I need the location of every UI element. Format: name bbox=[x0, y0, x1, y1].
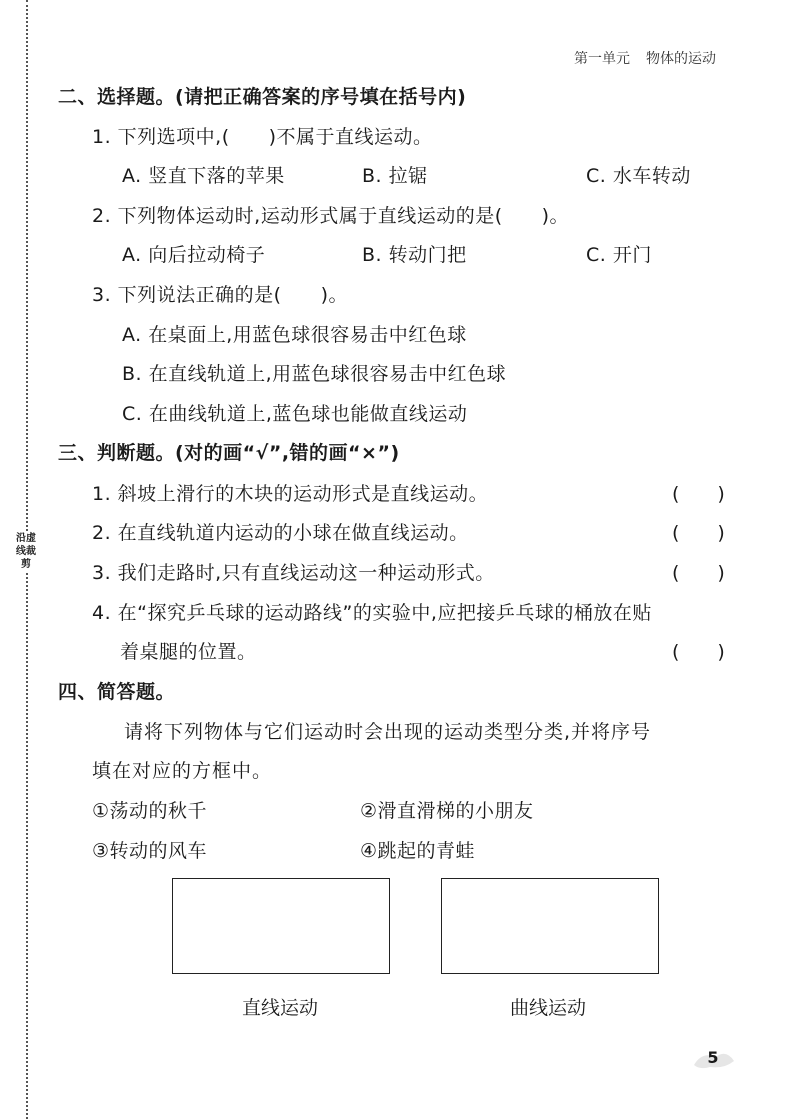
judgment-item-2: 2. 在直线轨道内运动的小球在做直线运动。 bbox=[92, 522, 469, 544]
question-2-1-option-a[interactable]: A. 竖直下落的苹果 bbox=[122, 165, 285, 187]
object-item-4: ④跳起的青蛙 bbox=[360, 840, 476, 862]
straight-motion-label: 直线运动 bbox=[242, 997, 319, 1019]
judgment-answer-3[interactable]: ( ) bbox=[672, 562, 725, 584]
page-number-text: 5 bbox=[707, 1048, 719, 1067]
judgment-item-3: 3. 我们走路时,只有直线运动这一种运动形式。 bbox=[92, 562, 495, 584]
topic-label: 物体的运动 bbox=[646, 51, 716, 67]
unit-label: 第一单元 bbox=[574, 51, 630, 67]
judgment-answer-1[interactable]: ( ) bbox=[672, 483, 725, 505]
section-3-title: 三、判断题。(对的画“√”,错的画“×”) bbox=[58, 442, 400, 464]
question-2-3-option-b[interactable]: B. 在直线轨道上,用蓝色球很容易击中红色球 bbox=[122, 363, 507, 385]
question-2-3: 3. 下列说法正确的是( )。 bbox=[92, 284, 348, 306]
judgment-item-1: 1. 斜坡上滑行的木块的运动形式是直线运动。 bbox=[92, 483, 489, 505]
section-2-title: 二、选择题。(请把正确答案的序号填在括号内) bbox=[58, 86, 467, 108]
object-item-3: ③转动的风车 bbox=[92, 840, 208, 862]
judgment-answer-4[interactable]: ( ) bbox=[672, 641, 725, 663]
curved-motion-box[interactable] bbox=[441, 878, 659, 974]
curved-motion-label: 曲线运动 bbox=[510, 997, 587, 1019]
object-item-2: ②滑直滑梯的小朋友 bbox=[360, 800, 534, 822]
section-4-title: 四、简答题。 bbox=[58, 681, 176, 703]
instruction-line-2: 填在对应的方框中。 bbox=[92, 760, 273, 782]
question-2-1: 1. 下列选项中,( )不属于直线运动。 bbox=[92, 126, 433, 148]
question-2-2-option-c[interactable]: C. 开门 bbox=[586, 244, 652, 266]
page-number bbox=[690, 1045, 736, 1071]
object-item-1: ①荡动的秋千 bbox=[92, 800, 208, 822]
instruction-line-1: 请将下列物体与它们运动时会出现的运动类型分类,并将序号 bbox=[124, 721, 652, 743]
judgment-item-4: 4. 在“探究乒乓球的运动路线”的实验中,应把接乒乓球的桶放在贴 bbox=[92, 602, 652, 624]
question-2-1-option-c[interactable]: C. 水车转动 bbox=[586, 165, 691, 187]
question-2-2-option-a[interactable]: A. 向后拉动椅子 bbox=[122, 244, 266, 266]
question-2-3-option-a[interactable]: A. 在桌面上,用蓝色球很容易击中红色球 bbox=[122, 324, 467, 346]
straight-motion-box[interactable] bbox=[172, 878, 390, 974]
judgment-answer-2[interactable]: ( ) bbox=[672, 522, 725, 544]
question-2-2-option-b[interactable]: B. 转动门把 bbox=[362, 244, 467, 266]
judgment-item-4-continued: 着桌腿的位置。 bbox=[120, 641, 257, 663]
cut-line-label: 沿虚线裁剪 bbox=[16, 533, 36, 570]
question-2-3-option-c[interactable]: C. 在曲线轨道上,蓝色球也能做直线运动 bbox=[122, 403, 468, 425]
question-2-1-option-b[interactable]: B. 拉锯 bbox=[362, 165, 428, 187]
question-2-2: 2. 下列物体运动时,运动形式属于直线运动的是( )。 bbox=[92, 205, 570, 227]
page-header bbox=[574, 48, 716, 68]
